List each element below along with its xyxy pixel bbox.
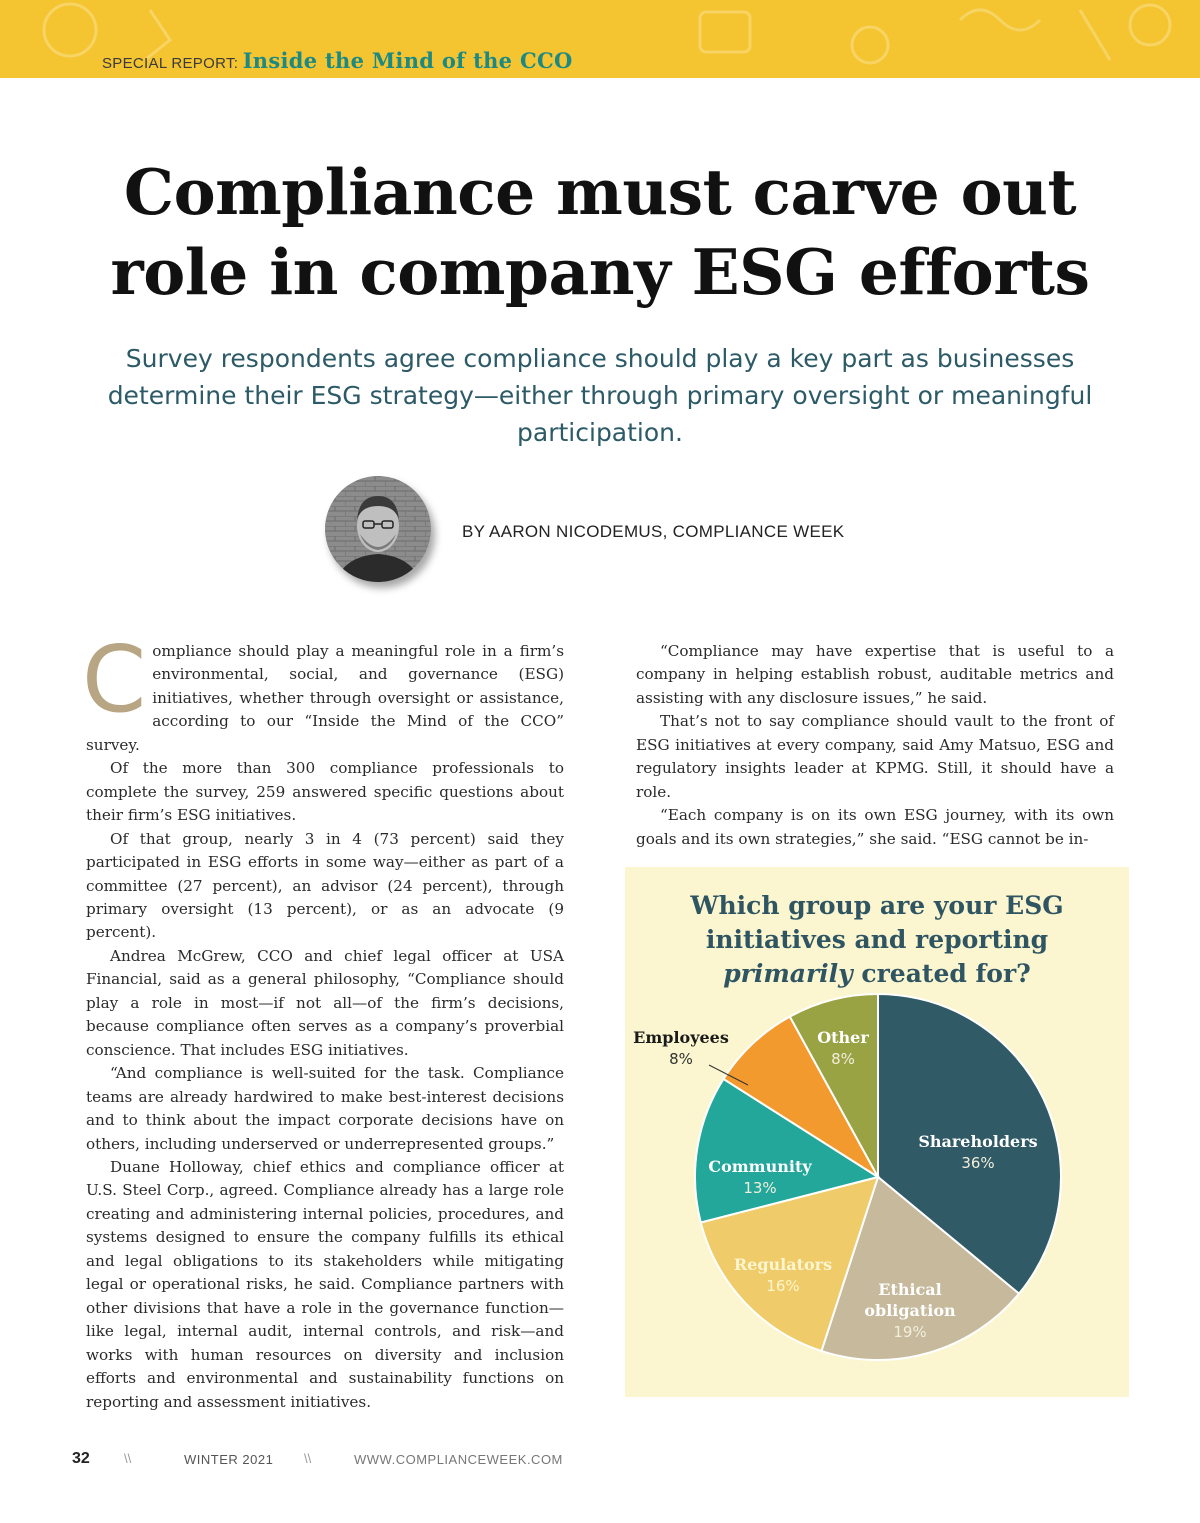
footer-separator: \\ (124, 1451, 132, 1466)
kicker-title: Inside the Mind of the CCO (242, 48, 573, 73)
slice-value-label: 8% (669, 1050, 693, 1068)
author-avatar (325, 476, 431, 582)
slice-label: Regulators (733, 1255, 833, 1274)
top-banner (0, 0, 1200, 78)
article-deck: Survey respondents agree compliance should play a key part as businesses determine their ESG strategy—either through primary oversight or meaningful participation. (107, 344, 1093, 447)
headline-line-2: role in company ESG efforts (110, 235, 1090, 309)
body-paragraph: “Each company is on its own ESG journey, with its own goals and its own strategies,” she said. “ESG cannot be in- (636, 806, 1114, 848)
body-paragraph: ompliance should play a meaningful role in a firm’s environmental, social, and governance (ESG) initiatives, whether through oversight or assistance, according to our “Inside the Mind of the CCO” survey. (86, 642, 564, 754)
slice-value-label: 8% (831, 1050, 855, 1068)
drop-cap: C (82, 626, 147, 733)
pie-chart-panel (625, 867, 1129, 1397)
page-number: 32 (72, 1450, 90, 1467)
body-paragraph: Of that group, nearly 3 in 4 (73 percent) said they participated in ESG efforts in some way—either as part of a committee (27 percent), an advisor (24 percent), through primary oversight (13 percent), or as an advocate (9 percent). (86, 829, 564, 942)
chart-title-emphasis: primarily (723, 959, 853, 988)
slice-value-label: 16% (766, 1277, 800, 1295)
issue-date: WINTER 2021 (184, 1452, 274, 1467)
article-headline (60, 152, 1140, 312)
kicker-label: SPECIAL REPORT: (102, 55, 239, 72)
body-paragraph: Duane Holloway, chief ethics and compliance officer at U.S. Steel Corp., agreed. Compliance already has a large role creating and administering internal policies, procedures, and systems designed to ensure the company fulfills its ethical and legal obligations to its stakeholders while mitigating legal or operational risks, he said. Compliance partners with other divisions that have a role in the governance function—like legal, internal audit, internal controls, and risk—and works with human resources on diversity and inclusion efforts and environmental and sustainability functions on reporting and assessment initiatives. (86, 1157, 564, 1411)
article-body-left-column (82, 626, 564, 1414)
slice-label: Community (708, 1157, 812, 1176)
page-footer (0, 1450, 1200, 1470)
slice-value-label: 19% (893, 1323, 927, 1341)
body-paragraph: “And compliance is well-suited for the task. Compliance teams are already hardwired to make best-interest decisions and to think about the impact corporate decisions have on others, including underserved or underrepresented groups.” (86, 1064, 564, 1153)
section-kicker (102, 48, 573, 73)
article-body-right-column (636, 640, 1114, 851)
body-paragraph: That’s not to say compliance should vault to the front of ESG initiatives at every company, said Amy Matsuo, ESG and regulatory insights leader at KPMG. Still, it should have a role. (636, 712, 1114, 801)
slice-label: Shareholders (918, 1132, 1038, 1151)
website-url: WWW.COMPLIANCEWEEK.COM (354, 1452, 563, 1467)
article-byline: BY AARON NICODEMUS, COMPLIANCE WEEK (462, 522, 845, 541)
slice-label: Other (817, 1028, 869, 1047)
chart-title-line-3: created for? (852, 959, 1031, 988)
chart-title-line-1: Which group are your ESG (690, 891, 1064, 920)
headline-line-1: Compliance must carve out (123, 155, 1077, 229)
slice-value-label: 13% (743, 1179, 777, 1197)
pie-chart (625, 867, 1129, 1397)
slice-label: Employees (633, 1028, 729, 1047)
slice-label: Ethical (878, 1280, 942, 1299)
footer-separator: \\ (304, 1451, 312, 1466)
body-paragraph: Of the more than 300 compliance professionals to complete the survey, 259 answered specific questions about their firm’s ESG initiatives. (86, 759, 564, 825)
body-paragraph: Andrea McGrew, CCO and chief legal officer at USA Financial, said as a general philosophy, “Compliance should play a role in most—if not all—of the firm’s decisions, because compliance often serves as a company’s proverbial conscience. That includes ESG initiatives. (86, 946, 564, 1059)
slice-value-label: 36% (961, 1154, 995, 1172)
body-paragraph: “Compliance may have expertise that is useful to a company in helping establish robust, auditable metrics and assisting with any disclosure issues,” he said. (636, 642, 1114, 707)
slice-label: obligation (864, 1301, 956, 1320)
chart-title-line-2: initiatives and reporting (705, 925, 1049, 954)
